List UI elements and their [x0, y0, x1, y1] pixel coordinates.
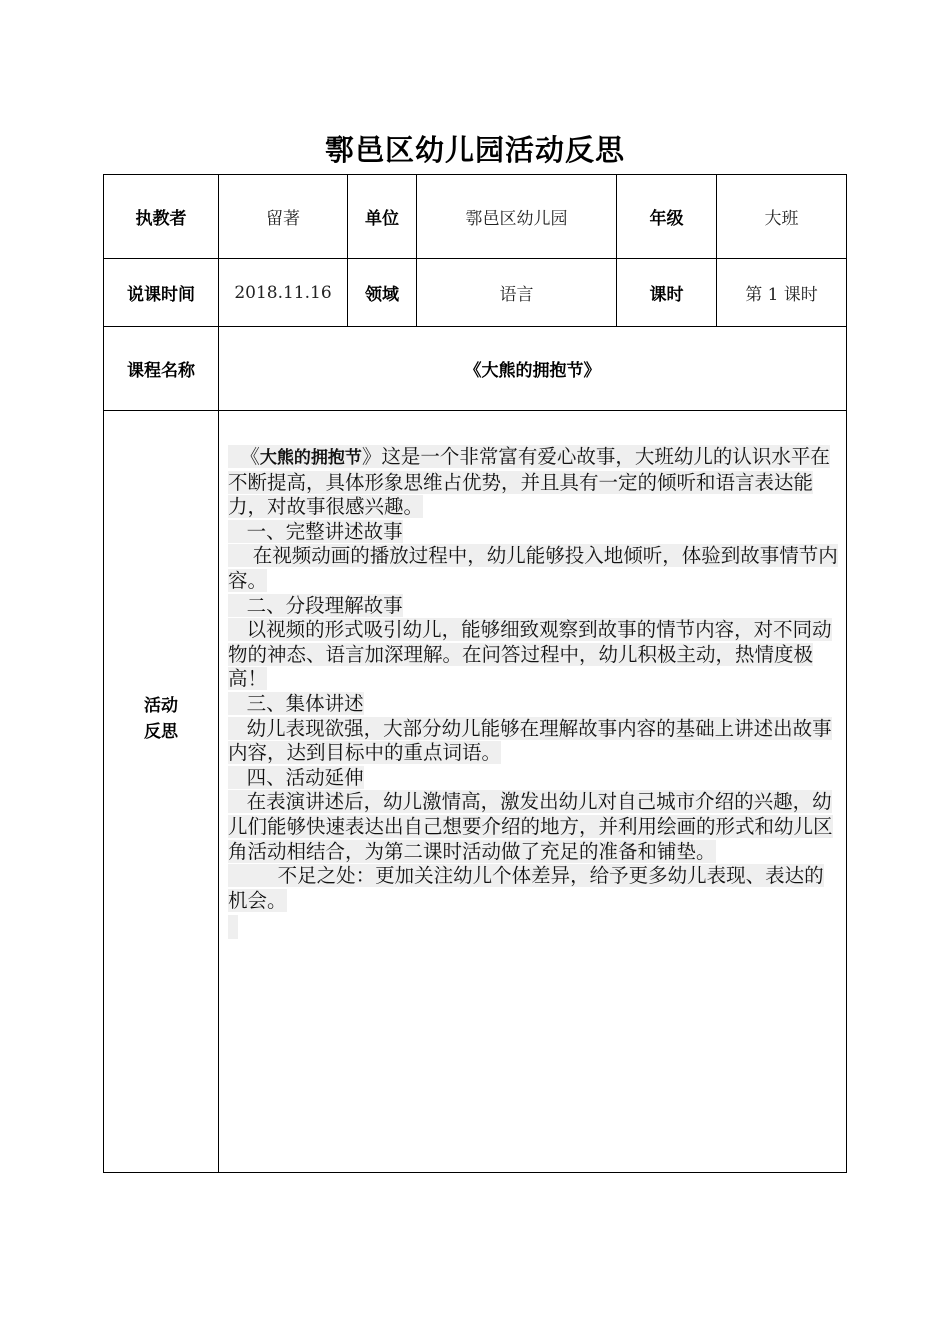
table-border-bottom [103, 1172, 847, 1173]
shortfall-paragraph: 不足之处：更加关注幼儿个体差异，给予更多幼儿表现、表达的机会。 [228, 864, 824, 912]
grade-label: 年级 [649, 209, 684, 229]
intro-open-quote: 《 [240, 445, 260, 468]
section4-title: 四、活动延伸 [228, 766, 840, 791]
section2-body: 以视频的形式吸引幼儿，能够细致观察到故事的情节内容，对不同动物的神态、语言加深理解。在问答过程中，幼儿积极主动，热情度极高！ [228, 618, 832, 691]
section3-body: 幼儿表现欲强，大部分幼儿能够在理解故事内容的基础上讲述出故事内容，达到目标中的重点词语。 [228, 716, 832, 765]
reflection-content [228, 445, 840, 939]
reflection-label-line2: 反思 [144, 721, 178, 742]
unit-value: 鄠邑区幼儿园 [465, 209, 568, 229]
period-label: 课时 [649, 285, 684, 305]
section1-title: 一、完整讲述故事 [228, 520, 840, 545]
time-label: 说课时间 [127, 285, 195, 305]
reflection-label-line1: 活动 [144, 695, 178, 716]
text-cursor-block [228, 915, 238, 939]
section1-body: 在视频动画的播放过程中，幼儿能够投入地倾听，体验到故事情节内容。 [228, 544, 838, 592]
teacher-value: 留著 [266, 209, 300, 229]
grade-value: 大班 [764, 209, 799, 229]
table-border-right [846, 174, 847, 1173]
time-value: 2018.11.16 [234, 282, 332, 303]
domain-label: 领域 [365, 285, 399, 305]
intro-book-title: 大熊的拥抱节 [259, 448, 362, 468]
section4-body: 在表演讲述后，幼儿激情高，激发出幼儿对自己城市介绍的兴趣，幼儿们能够快速表达出自己想要介绍的地方，并利用绘画的形式和幼儿区角活动相结合，为第二课时活动做了充足的准备和铺垫。 [228, 790, 833, 863]
teacher-label: 执教者 [135, 209, 187, 229]
course-name-value: 《大熊的拥抱节》 [464, 361, 601, 381]
section2-title: 二、分段理解故事 [228, 594, 840, 619]
reflection-label [104, 411, 218, 1026]
page-title: 鄠邑区幼儿园活动反思 [324, 133, 625, 167]
intro-paragraph [228, 445, 840, 520]
intro-text: 》这是一个非常富有爱心故事，大班幼儿的认识水平在不断提高，具体形象思维占优势，并且具有一定的倾听和语言表达能力，对故事很感兴趣。 [228, 445, 830, 519]
unit-label: 单位 [365, 209, 399, 229]
course-name-label: 课程名称 [127, 361, 195, 381]
domain-value: 语言 [499, 285, 534, 305]
section3-title: 三、集体讲述 [228, 692, 840, 717]
period-value: 第 1 课时 [745, 285, 818, 305]
